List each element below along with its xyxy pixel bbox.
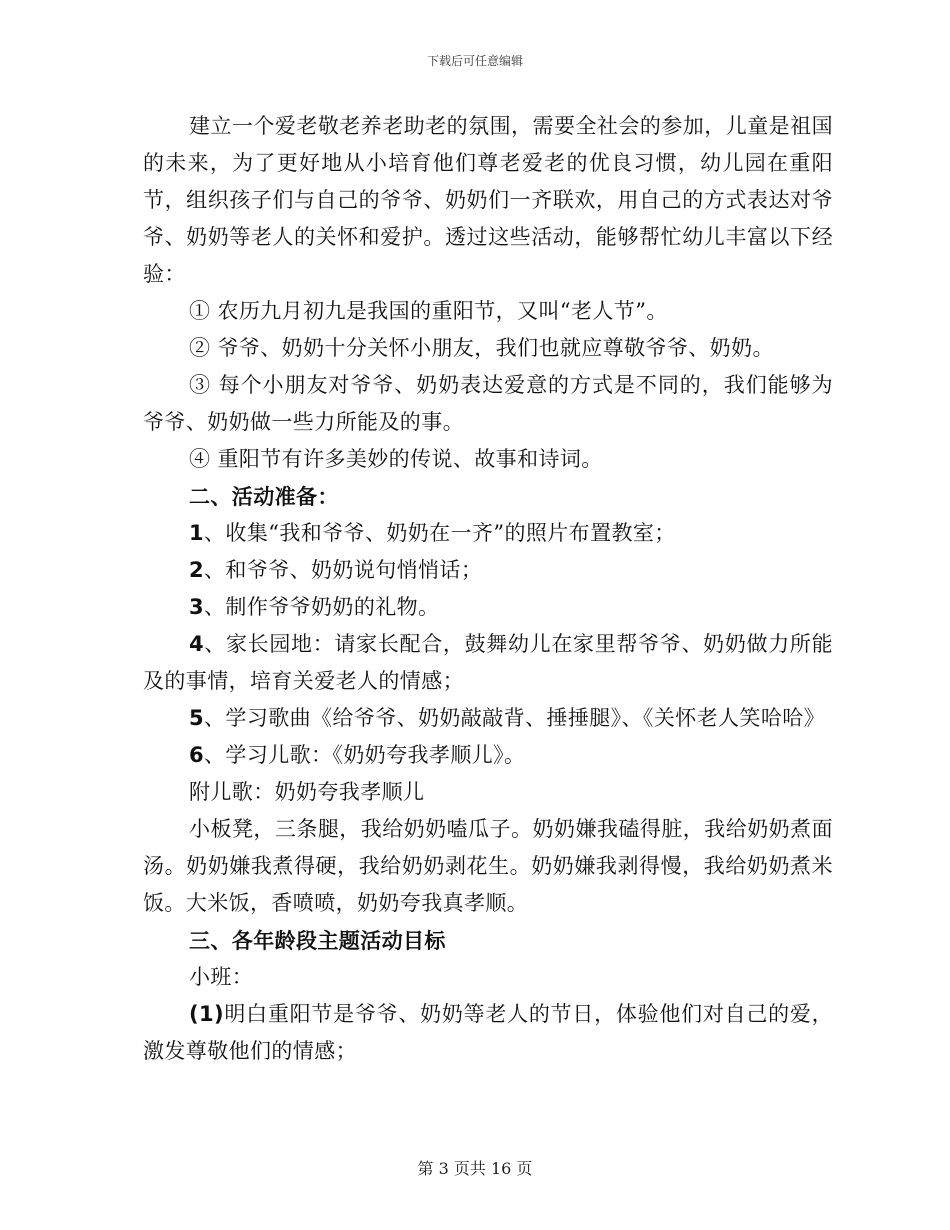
prep-item-4 — [143, 626, 833, 700]
prep-item-number: 1 — [189, 521, 205, 545]
document-body — [143, 108, 833, 1070]
section-heading-preparation: 二、活动准备： — [189, 484, 339, 509]
prep-item-number: 5 — [189, 706, 205, 730]
class-label-small: 小班： — [189, 965, 254, 989]
prep-item-number: 2 — [189, 558, 205, 582]
prep-item-6 — [143, 737, 833, 774]
prep-item-1 — [143, 515, 833, 552]
song-title: 附儿歌：奶奶夸我孝顺儿 — [189, 780, 425, 804]
experience-item-3: ③ 每个小朋友对爷爷、奶奶表达爱意的方式是不同的，我们能够为爷爷、奶奶做一些力所能及的事。 — [143, 373, 833, 434]
prep-item-number: 4 — [189, 632, 205, 656]
goal-item-number: (1) — [189, 1002, 225, 1026]
experience-item-1: ① 农历九月初九是我国的重阳节，又叫“老人节”。 — [189, 299, 668, 323]
prep-item-3 — [143, 589, 833, 626]
prep-item-text: 、家长园地：请家长配合，鼓舞幼儿在家里帮爷爷、奶奶做力所能及的事情，培育关爱老人的情感； — [143, 632, 833, 693]
intro-paragraph: 建立一个爱老敬老养老助老的氛围，需要全社会的参加，儿童是祖国的未来，为了更好地从小培育他们尊老爱老的优良习惯，幼儿园在重阳节，组织孩子们与自己的爷爷、奶奶们一齐联欢，用自己的方式表达对爷爷、奶奶等老人的关怀和爱护。透过这些活动，能够帮忙幼儿丰富以下经验： — [143, 114, 833, 286]
song-lyrics: 小板凳，三条腿，我给奶奶嗑瓜子。奶奶嫌我磕得脏，我给奶奶煮面汤。奶奶嫌我煮得硬，我给奶奶剥花生。奶奶嫌我剥得慢，我给奶奶煮米饭。大米饭，香喷喷，奶奶夸我真孝顺。 — [143, 817, 833, 915]
page-header: 下载后可任意编辑 — [426, 54, 523, 68]
page-footer: 第 3 页共 16 页 — [417, 1159, 533, 1178]
prep-item-text: 、学习儿歌：《奶奶夸我孝顺儿》。 — [204, 743, 526, 767]
section-heading-goals: 三、各年龄段主题活动目标 — [189, 928, 446, 953]
goal-item-text: 明白重阳节是爷爷、奶奶等老人的节日，体验他们对自己的爱，激发尊敬他们的情感； — [143, 1002, 833, 1063]
prep-item-text: 、和爷爷、奶奶说句悄悄话； — [204, 558, 483, 582]
prep-item-text: 、制作爷爷奶奶的礼物。 — [204, 595, 440, 619]
goal-item-1 — [143, 996, 833, 1070]
prep-item-number: 3 — [189, 595, 205, 619]
prep-item-2 — [143, 552, 833, 589]
experience-item-4: ④ 重阳节有许多美妙的传说、故事和诗词。 — [189, 447, 603, 471]
prep-item-5 — [143, 700, 833, 737]
prep-item-text: 、收集“我和爷爷、奶奶在一齐”的照片布置教室； — [204, 521, 676, 545]
prep-item-number: 6 — [189, 743, 205, 767]
prep-item-text: 、学习歌曲《给爷爷、奶奶敲敲背、捶捶腿》、《关怀老人笑哈哈》 — [204, 706, 826, 730]
experience-item-2: ② 爷爷、奶奶十分关怀小朋友，我们也就应尊敬爷爷、奶奶。 — [189, 336, 774, 360]
